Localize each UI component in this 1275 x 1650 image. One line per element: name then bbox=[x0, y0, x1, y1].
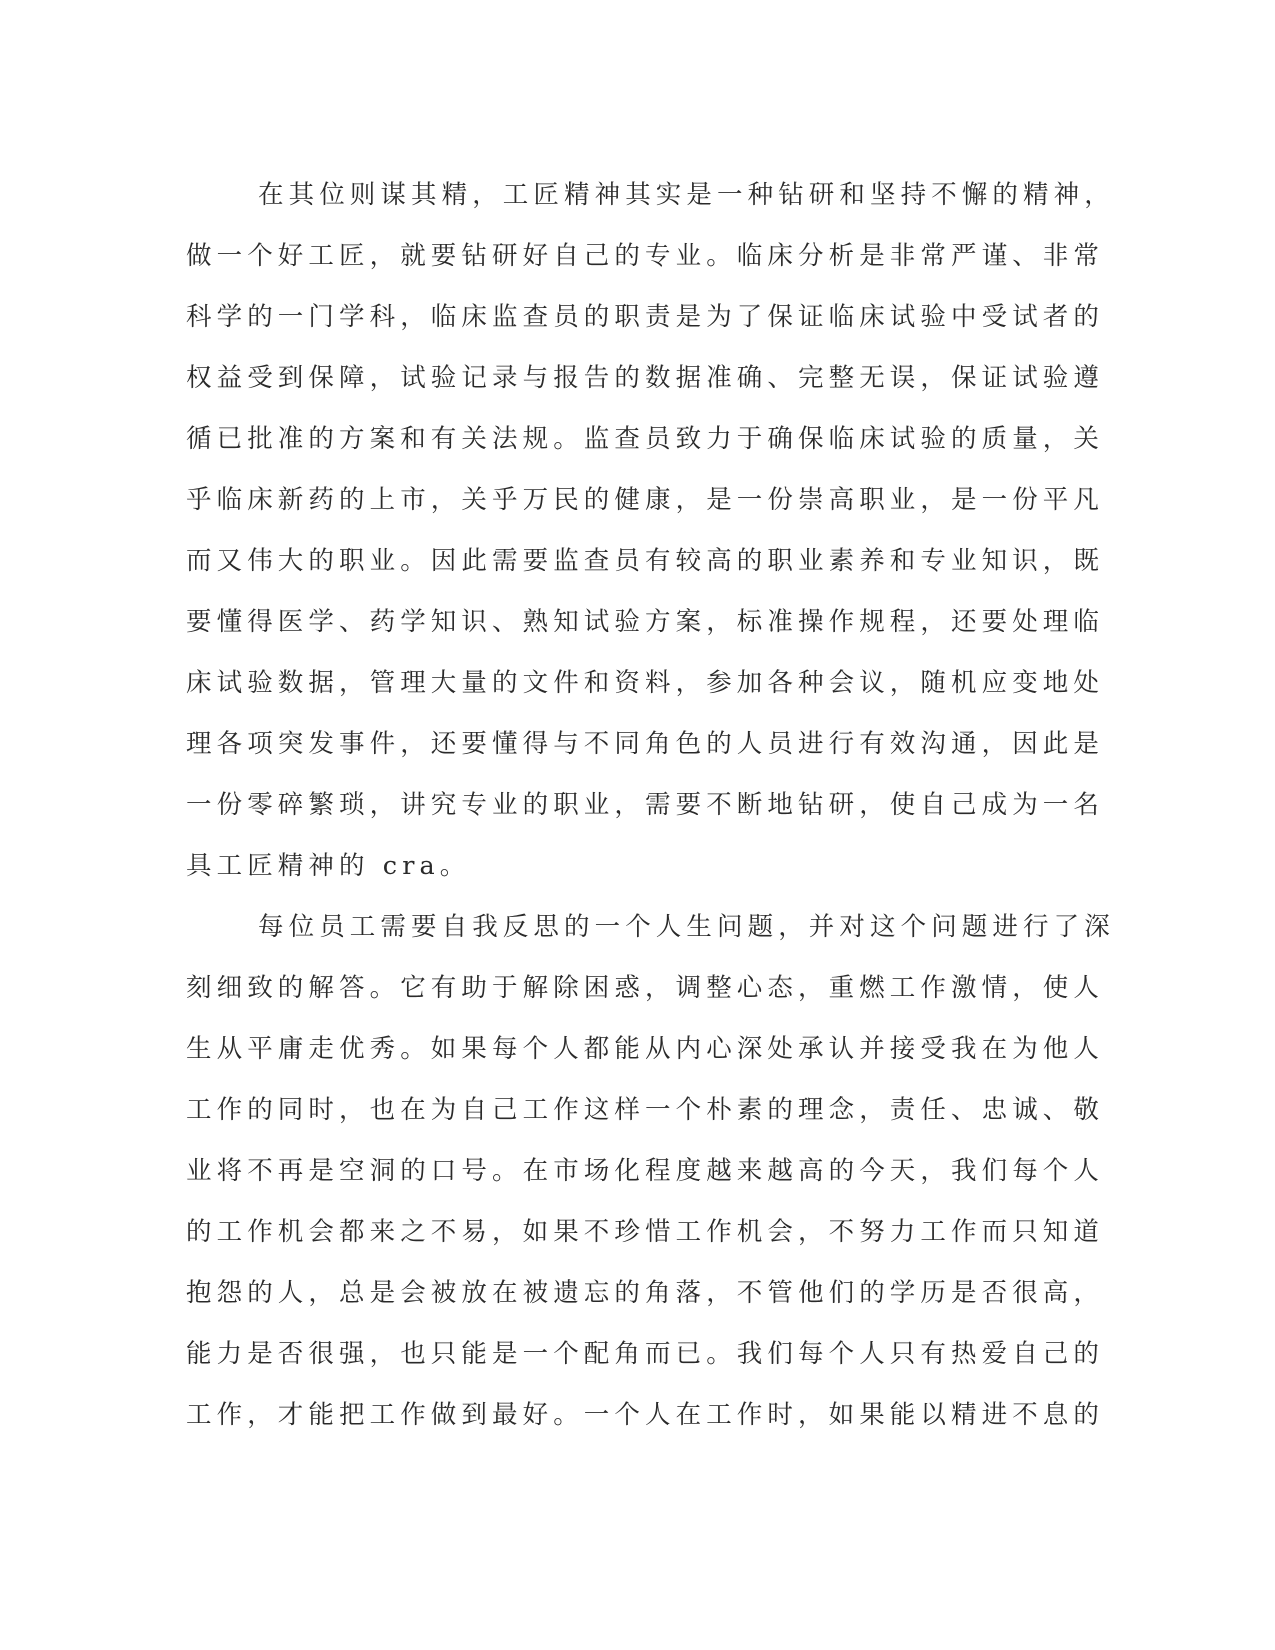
text-line: 做一个好工匠，就要钻研好自己的专业。临床分析是非常严谨、非常 bbox=[186, 241, 1105, 271]
text-line: 权益受到保障，试验记录与报告的数据准确、完整无误，保证试验遵 bbox=[186, 363, 1105, 393]
paragraph-2 bbox=[186, 897, 1115, 1446]
text-line: 循已批准的方案和有关法规。监查员致力于确保临床试验的质量，关 bbox=[186, 424, 1105, 454]
text-line: 在其位则谋其精，工匠精神其实是一种钻研和坚持不懈的精神， bbox=[258, 180, 1115, 210]
text-line: 的工作机会都来之不易，如果不珍惜工作机会，不努力工作而只知道 bbox=[186, 1217, 1105, 1247]
text-line: 业将不再是空洞的口号。在市场化程度越来越高的今天，我们每个人 bbox=[186, 1156, 1105, 1186]
text-line: 每位员工需要自我反思的一个人生问题，并对这个问题进行了深 bbox=[258, 912, 1115, 942]
text-line: 具工匠精神的 cra。 bbox=[186, 851, 471, 881]
text-line: 生从平庸走优秀。如果每个人都能从内心深处承认并接受我在为他人 bbox=[186, 1034, 1105, 1064]
text-line: 要懂得医学、药学知识、熟知试验方案，标准操作规程，还要处理临 bbox=[186, 607, 1105, 637]
text-line: 抱怨的人，总是会被放在被遗忘的角落，不管他们的学历是否很高， bbox=[186, 1278, 1105, 1308]
paragraph-1 bbox=[186, 165, 1115, 897]
body-text bbox=[186, 165, 1115, 1446]
text-line: 能力是否很强，也只能是一个配角而已。我们每个人只有热爱自己的 bbox=[186, 1339, 1105, 1369]
text-line: 乎临床新药的上市，关乎万民的健康，是一份崇高职业，是一份平凡 bbox=[186, 485, 1105, 515]
text-line: 工作，才能把工作做到最好。一个人在工作时，如果能以精进不息的 bbox=[186, 1400, 1105, 1430]
text-line: 一份零碎繁琐，讲究专业的职业，需要不断地钻研，使自己成为一名 bbox=[186, 790, 1105, 820]
text-line: 理各项突发事件，还要懂得与不同角色的人员进行有效沟通，因此是 bbox=[186, 729, 1105, 759]
text-line: 刻细致的解答。它有助于解除困惑，调整心态，重燃工作激情，使人 bbox=[186, 973, 1105, 1003]
text-line: 而又伟大的职业。因此需要监查员有较高的职业素养和专业知识，既 bbox=[186, 546, 1105, 576]
text-line: 工作的同时，也在为自己工作这样一个朴素的理念，责任、忠诚、敬 bbox=[186, 1095, 1105, 1125]
text-line: 科学的一门学科，临床监查员的职责是为了保证临床试验中受试者的 bbox=[186, 302, 1105, 332]
text-line: 床试验数据，管理大量的文件和资料，参加各种会议，随机应变地处 bbox=[186, 668, 1105, 698]
